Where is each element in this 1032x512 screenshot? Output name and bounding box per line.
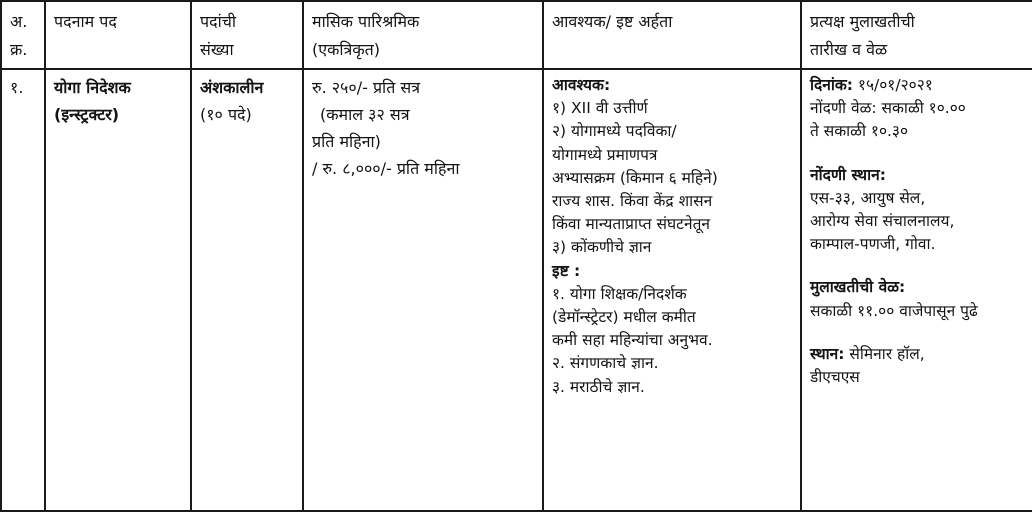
- header-serial-line1: अ.: [10, 12, 28, 31]
- interview-date-value: १५/०१/२०२१: [857, 76, 933, 94]
- venue-label: स्थान:: [810, 344, 845, 363]
- registration-time-line2: ते सकाळी १०.३०: [810, 122, 909, 141]
- header-count: [191, 1, 303, 69]
- desirable-item-1: १. योगा शिक्षक/निदर्शक: [552, 284, 687, 303]
- cell-post: [45, 69, 191, 511]
- header-count-line1: पदांची: [200, 12, 237, 31]
- header-salary: [303, 1, 543, 69]
- row-salary-line3: प्रति महिना): [312, 132, 381, 151]
- desirable-item-4: २. संगणकाचे ज्ञान.: [552, 354, 659, 373]
- cell-count: [191, 69, 303, 511]
- registration-place-line3: काम्पाल-पणजी, गोवा.: [810, 235, 936, 254]
- cell-interview: [801, 69, 1032, 511]
- spacer: [810, 323, 1024, 343]
- row-count-line2: (१० पदे): [200, 105, 252, 124]
- interview-time-value: सकाळी ११.०० वाजेपासून पुढे: [810, 301, 978, 320]
- header-salary-line1: मासिक पारिश्रमिक: [312, 12, 420, 31]
- essential-title: आवश्यक:: [552, 76, 611, 94]
- essential-item-7: ३) कोंकणीचे ज्ञान: [552, 238, 652, 257]
- header-interview-line2: तारीख व वेळ: [810, 40, 888, 59]
- header-salary-line2: (एकत्रिकृत): [312, 40, 381, 59]
- row-serial: १.: [10, 78, 24, 97]
- spacer: [810, 256, 1024, 276]
- header-interview-line1: प्रत्यक्ष मुलाखतीची: [810, 12, 915, 31]
- venue: [810, 343, 1024, 366]
- header-serial-line2: क्र.: [10, 40, 28, 59]
- desirable-item-2: (डेमॉन्स्ट्रेटर) मधील कमीत: [552, 308, 696, 327]
- interview-date: [810, 74, 1024, 97]
- essential-item-1: १) XII वी उत्तीर्ण: [552, 99, 648, 118]
- table-row: [1, 69, 1032, 511]
- header-serial: [1, 1, 45, 69]
- header-count-line2: संख्या: [200, 40, 234, 59]
- row-salary-line4: / रु. ८,०००/- प्रति महिना: [312, 159, 460, 178]
- essential-item-4: अभ्यासक्रम (किमान ६ महिने): [552, 168, 718, 187]
- cell-salary: [303, 69, 543, 511]
- essential-item-5: राज्य शास. किंवा केंद्र शासन: [552, 192, 713, 211]
- desirable-item-3: कमी सहा महिन्यांचा अनुभव.: [552, 331, 713, 350]
- essential-item-2: २) योगामध्ये पदविका/: [552, 122, 677, 141]
- venue-value: सेमिनार हॉल,: [849, 344, 925, 363]
- header-post-line1: पदनाम पद: [54, 12, 117, 31]
- cell-qualification: [543, 69, 801, 511]
- header-interview: [801, 1, 1032, 69]
- row-salary-line1: रु. २५०/- प्रति सत्र: [312, 78, 421, 97]
- registration-place-line1: एस-३३, आयुष सेल,: [810, 188, 926, 207]
- header-row: [1, 1, 1032, 69]
- interview-date-label: दिनांक:: [810, 76, 853, 94]
- registration-time-line1: नोंदणी वेळ: सकाळी १०.००: [810, 99, 966, 118]
- row-post-line1: योगा निदेशक: [54, 78, 131, 97]
- spacer: [810, 144, 1024, 164]
- header-qualification-line1: आवश्यक/ इष्ट अर्हता: [552, 12, 673, 31]
- row-salary-line2: (कमाल ३२ सत्र: [320, 105, 410, 124]
- cell-serial: [1, 69, 45, 511]
- venue-line2: डीएचएस: [810, 368, 860, 387]
- essential-item-3: योगामध्ये प्रमाणपत्र: [552, 145, 658, 164]
- registration-place-label: नोंदणी स्थान:: [810, 165, 886, 184]
- registration-place-line2: आरोग्य सेवा संचालनालय,: [810, 212, 955, 231]
- row-post-line2: (इन्स्ट्रक्टर): [54, 105, 120, 124]
- header-post: [45, 1, 191, 69]
- interview-time-label: मुलाखतीची वेळ:: [810, 278, 906, 297]
- essential-item-6: किंवा मान्यताप्राप्त संघटनेतून: [552, 215, 711, 234]
- desirable-title: इष्ट :: [552, 261, 581, 280]
- header-qualification: [543, 1, 801, 69]
- row-count-line1: अंशकालीन: [200, 78, 264, 97]
- desirable-item-5: ३. मराठीचे ज्ञान.: [552, 377, 645, 396]
